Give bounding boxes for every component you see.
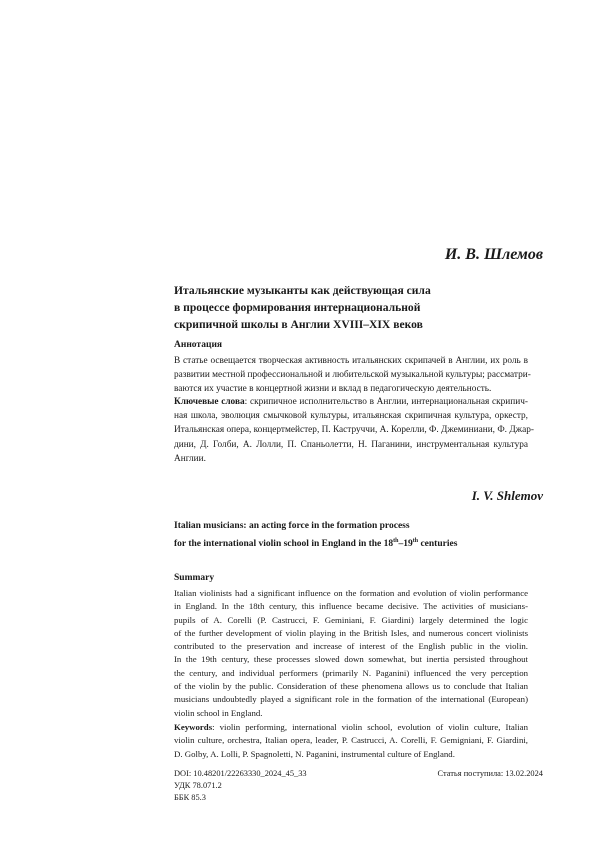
summary-heading: Summary	[174, 573, 215, 583]
keywords-en-text: : violin performing, international violin school, evolution of violin culture, Italian	[212, 722, 528, 732]
keywords-ru-line	[174, 395, 528, 409]
keywords-en-line	[174, 721, 528, 734]
title-en-line	[174, 534, 528, 552]
annotation-line: В статье освещается творческая активность итальянских скрипачей в Англии, их роль в	[174, 356, 528, 366]
summary-text	[174, 587, 528, 720]
summary-line: In the 19th century, these processes slowed down somewhat, but inertia persisted throughout	[174, 654, 528, 665]
keywords-ru-line: дини, Д. Голби, А. Лолли, П. Спаньолетти, Н. Паганини, инструментальная культура	[174, 439, 528, 450]
keywords-ru-line: Итальянская опера, концертмейстер, П. Каструччи, А. Корелли, Ф. Джеминиани, Ф. Джар-	[174, 425, 534, 436]
annotation-line: развитии местной профессиональной и любительской музыкальной культуры; рассматри-	[174, 370, 531, 381]
summary-line: of the violin by the public. Consideration of these phenomena allows us to conclude that Italian	[174, 681, 528, 692]
summary-line: in England. In the 18th century, this influence became decisive. The activities of musicians-	[174, 601, 528, 612]
annotation-heading: Аннотация	[174, 340, 223, 350]
summary-line: of the further development of violin playing in the British Isles, and numerous concert violinists	[174, 627, 528, 638]
title-en-sup: th	[412, 538, 419, 544]
title-en-part: for the international violin school in England in the 18	[174, 539, 394, 550]
author-name-ru: И. В. Шлемов	[444, 246, 543, 263]
doi: DOI: 10.48201/22263330_2024_45_33	[174, 769, 307, 778]
keywords-ru	[174, 395, 534, 466]
summary-line: contributed to the preservation and increase of interest of the English public in the violin.	[174, 641, 528, 652]
keywords-ru-label: Ключевые слова	[174, 397, 245, 407]
title-ru-line: в процессе формирования интернациональной	[174, 301, 421, 314]
summary-line: pupils of A. Corelli (P. Castrucci, F. Geminiani, F. Giardini) largely determined the logic	[174, 614, 528, 625]
article-title-en	[174, 519, 528, 552]
bbk: ББК 85.3	[174, 793, 206, 802]
summary-line: the century, and individual performers (primarily N. Paganini) influenced the very perception	[174, 667, 528, 678]
title-en-part: –19	[398, 539, 413, 550]
keywords-en-line: D. Golby, A. Lolli, P. Spagnoletti, N. Paganini, instrumental culture of England.	[174, 748, 455, 759]
keywords-en-label: Keywords	[174, 722, 213, 732]
summary-line: Italian violinists had a significant influence on the formation and evolution of violin performance	[174, 588, 528, 598]
title-en-part: centuries	[418, 539, 458, 550]
udk: УДК 78.071.2	[174, 781, 222, 790]
article-title-ru	[174, 282, 494, 333]
keywords-en	[174, 721, 528, 761]
annotation-line: ваются их участие в концертной жизни и вклад в педагогическую деятельность.	[174, 384, 492, 395]
keywords-en-line: violin culture, orchestra, Italian opera, leader, P. Castrucci, A. Corelli, F. Gemigniani, F. Giardini,	[174, 735, 528, 746]
title-en-line: Italian musicians: an acting force in the formation process	[174, 521, 410, 531]
keywords-ru-line: ная школа, эволюция смычковой культуры, итальянская скрипичная культура, оркестр,	[174, 411, 528, 422]
summary-line: violin school in England.	[174, 707, 263, 718]
annotation-text	[174, 354, 531, 397]
summary-line: musicians undoubtedly played a significant role in the formation of the international (European)	[174, 694, 528, 705]
title-ru-line: Итальянские музыканты как действующая сила	[174, 284, 431, 297]
title-ru-line: скрипичной школы в Англии XVIII–XIX веков	[174, 318, 423, 331]
article-identifiers	[174, 768, 307, 804]
received-date: Статья поступила: 13.02.2024	[437, 769, 543, 778]
title-en-sup: th	[393, 538, 399, 544]
keywords-ru-line: Англии.	[174, 453, 206, 464]
keywords-ru-text: : скрипичное исполнительство в Англии, интернациональная скрипич-	[244, 397, 528, 407]
author-name-en: I. V. Shlemov	[471, 488, 543, 503]
